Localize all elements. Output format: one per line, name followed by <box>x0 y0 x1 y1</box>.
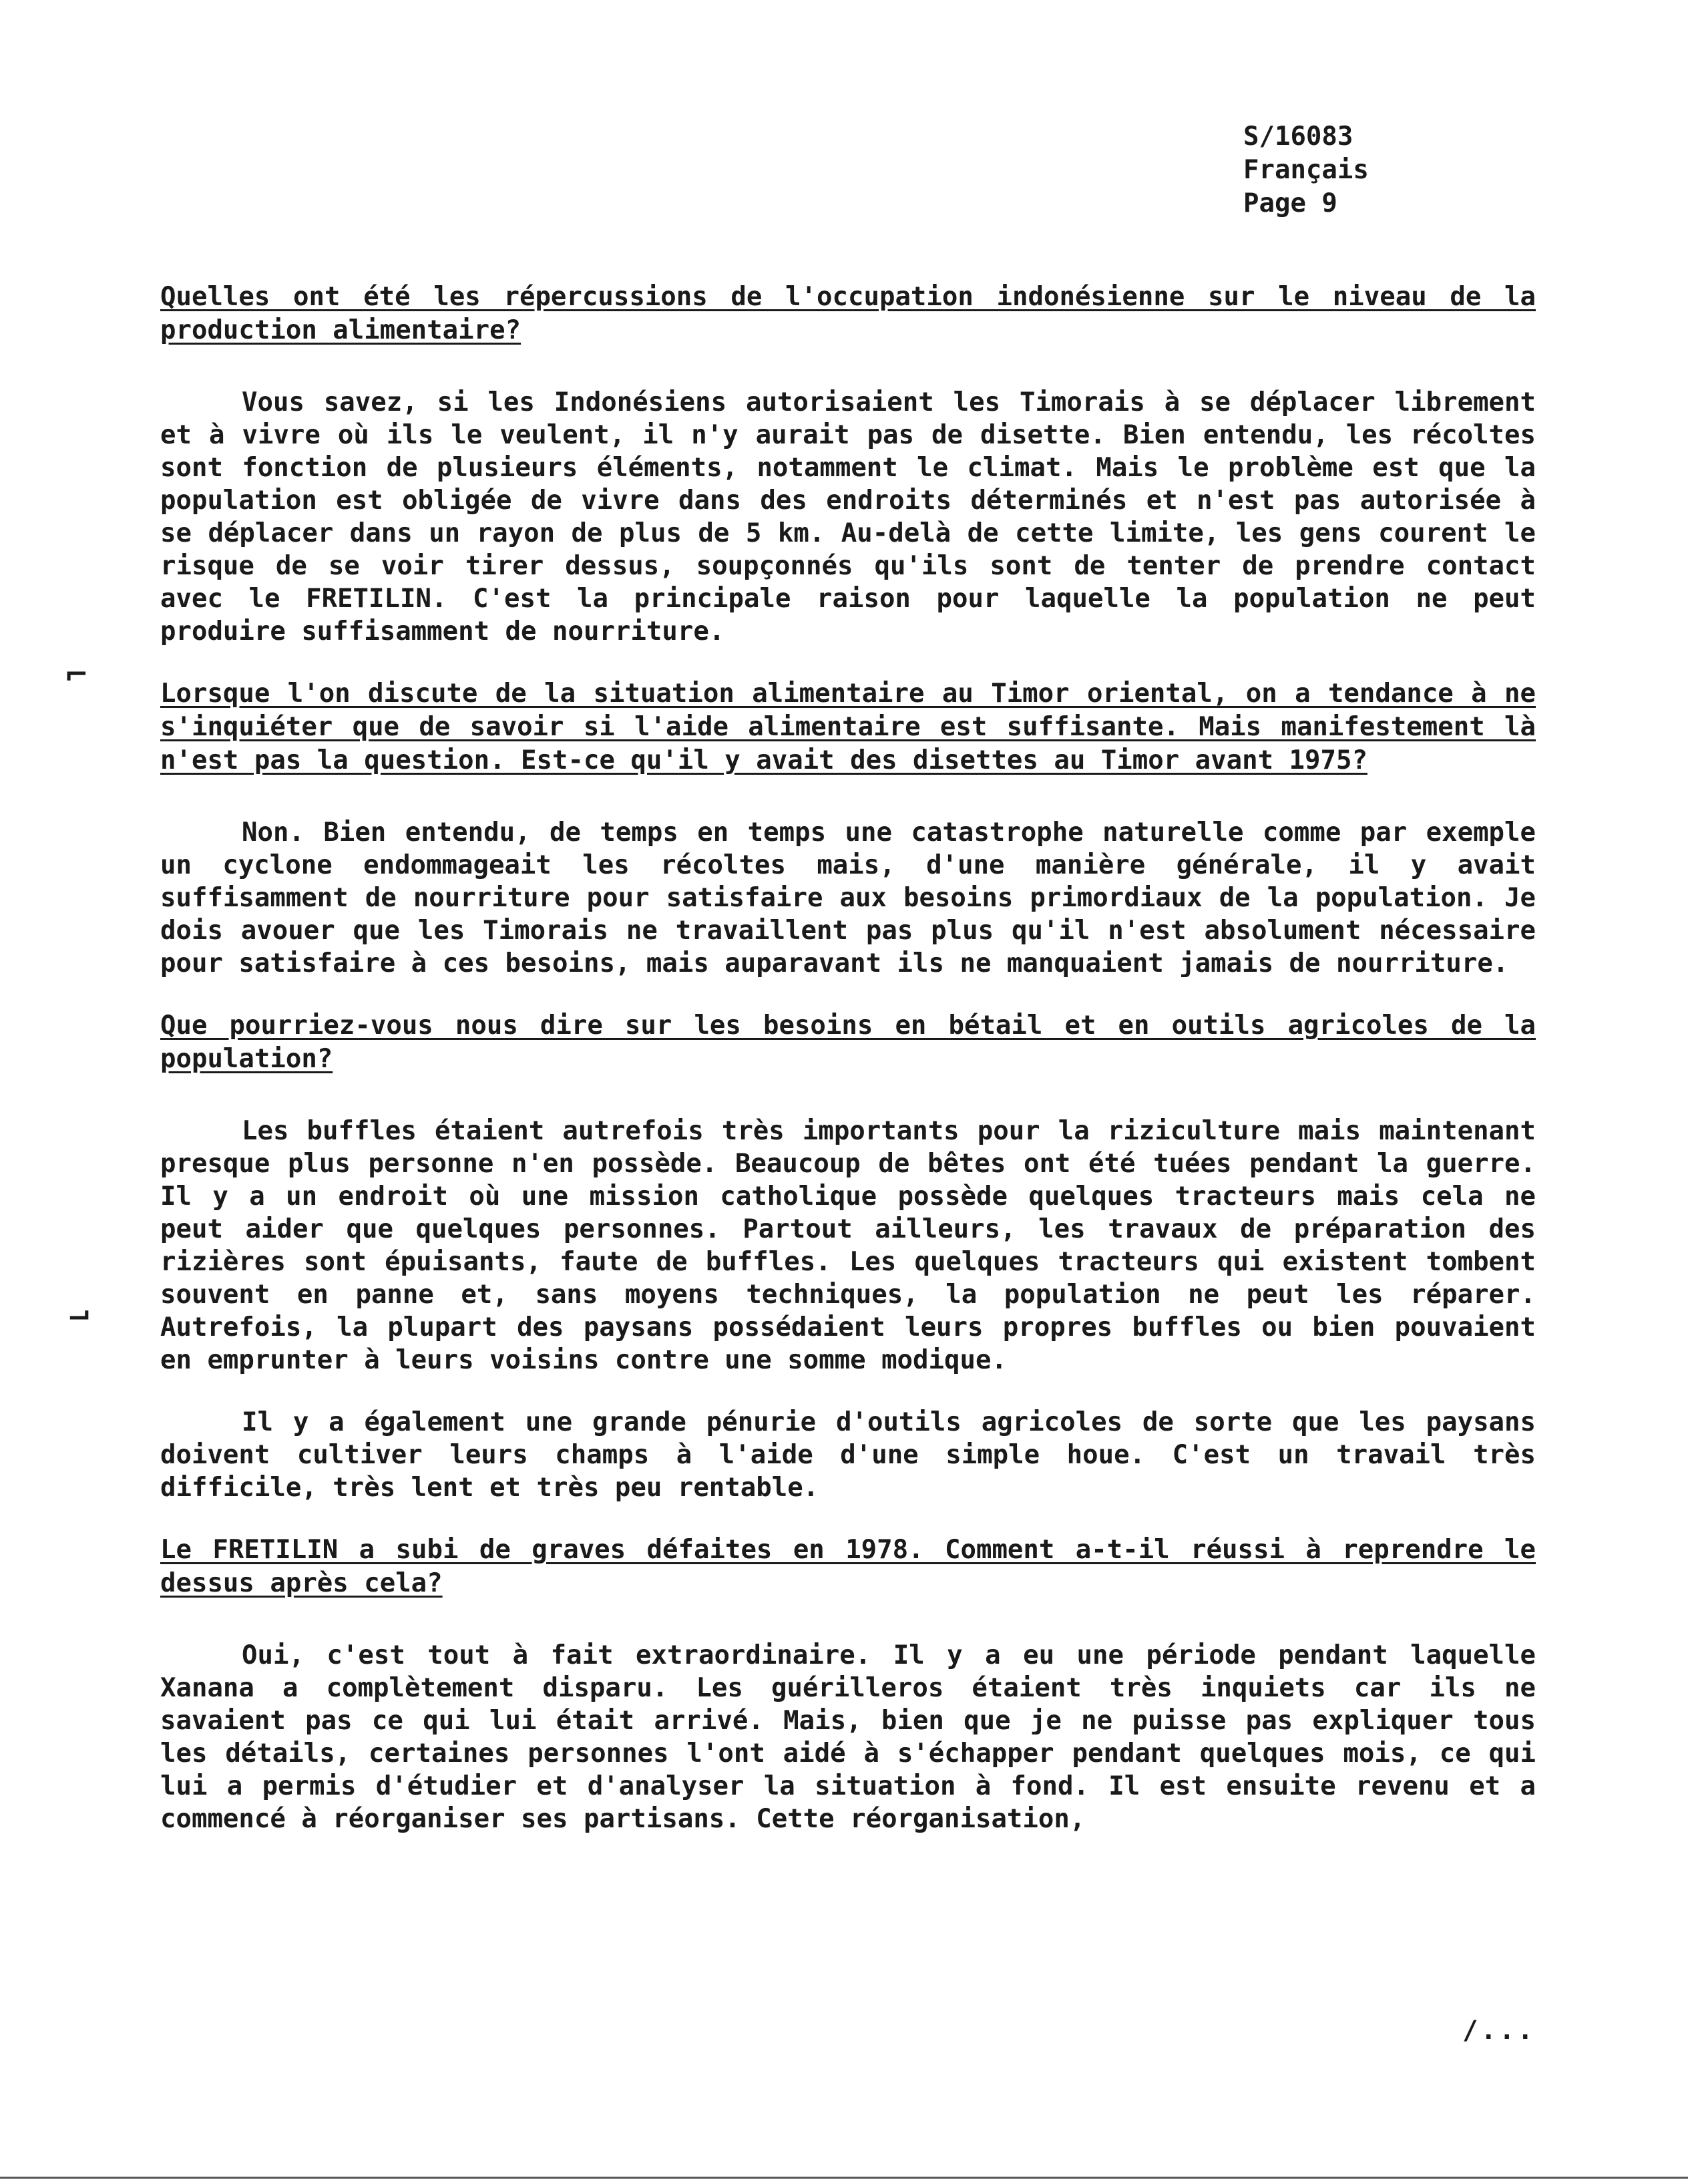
interview-question: Lorsque l'on discute de la situation alimentaire au Timor oriental, on a tendance à ne s'inquiéter que de savoir si l'aide alimentaire est suffisante. Mais manifestement là n'est pas la question. Est-ce qu'il y avait des disettes au Timor avant 1975? <box>160 679 1536 775</box>
margin-annotation-mark: ⌐ <box>64 658 89 692</box>
scan-bottom-edge <box>0 2177 1688 2179</box>
interview-answer: Il y a également une grande pénurie d'outils agricoles de sorte que les paysans doivent cultiver leurs champs à l'aide d'une simple houe. C'est un travail très difficile, très lent et très peu rentable. <box>160 1407 1536 1503</box>
document-symbol: S/16083 <box>1243 122 1353 152</box>
document-header <box>1243 120 1369 220</box>
interview-answer: Oui, c'est tout à fait extraordinaire. Il y a eu une période pendant laquelle Xanana a complètement disparu. Les guérilleros étaient très inquiets car ils ne savaient pas ce qui lui était arrivé. Mais, bien que je ne puisse pas expliquer tous les détails, certaines personnes l'ont aidé à s'échapper pendant quelques mois, ce qui lui a permis d'étudier et d'analyser la situation à fond. Il est ensuite revenu et a commencé à réorganiser ses partisans. Cette réorganisation, <box>160 1640 1536 1834</box>
document-body <box>160 281 1536 1865</box>
continuation-marker: /... <box>1462 2016 1536 2046</box>
interview-answer: Non. Bien entendu, de temps en temps une catastrophe naturelle comme par exemple un cyclone endommageait les récoltes mais, d'une manière générale, il y avait suffisamment de nourriture pour satisfaire aux besoins primordiaux de la population. Je dois avouer que les Timorais ne travaillent pas plus qu'il n'est absolument nécessaire pour satisfaire à ces besoins, mais auparavant ils ne manquaient jamais de nourriture. <box>160 817 1536 978</box>
interview-answer: Les buffles étaient autrefois très importants pour la riziculture mais maintenant presque plus personne n'en possède. Beaucoup de bêtes ont été tuées pendant la guerre. Il y a un endroit où une mission catholique possède quelques tracteurs mais cela ne peut aider que quelques personnes. Partout ailleurs, les travaux de préparation des rizières sont épuisants, faute de buffles. Les quelques tracteurs qui existent tombent souvent en panne et, sans moyens techniques, la population ne peut les réparer. Autrefois, la plupart des paysans possédaient leurs propres buffles ou bien pouvaient en emprunter à leurs voisins contre une somme modique. <box>160 1116 1536 1375</box>
page-number: Page 9 <box>1243 188 1337 218</box>
margin-annotation-mark: ⌐ <box>67 1299 91 1333</box>
interview-answer: Vous savez, si les Indonésiens autorisaient les Timorais à se déplacer librement et à vivre où ils le veulent, il n'y aurait pas de disette. Bien entendu, les récoltes sont fonction de plusieurs éléments, notamment le climat. Mais le problème est que la population est obligée de vivre dans des endroits déterminés et n'est pas autorisée à se déplacer dans un rayon de plus de 5 km. Au-delà de cette limite, les gens courent le risque de se voir tirer dessus, soupçonnés qu'ils sont de tenter de prendre contact avec le FRETILIN. C'est la principale raison pour laquelle la population ne peut produire suffisamment de nourriture. <box>160 387 1536 647</box>
interview-question: Que pourriez-vous nous dire sur les besoins en bétail et en outils agricoles de la population? <box>160 1011 1536 1074</box>
document-language: Français <box>1243 155 1369 185</box>
interview-question: Quelles ont été les répercussions de l'occupation indonésienne sur le niveau de la production alimentaire? <box>160 282 1536 345</box>
interview-question: Le FRETILIN a subi de graves défaites en 1978. Comment a-t-il réussi à reprendre le dessus après cela? <box>160 1535 1536 1598</box>
